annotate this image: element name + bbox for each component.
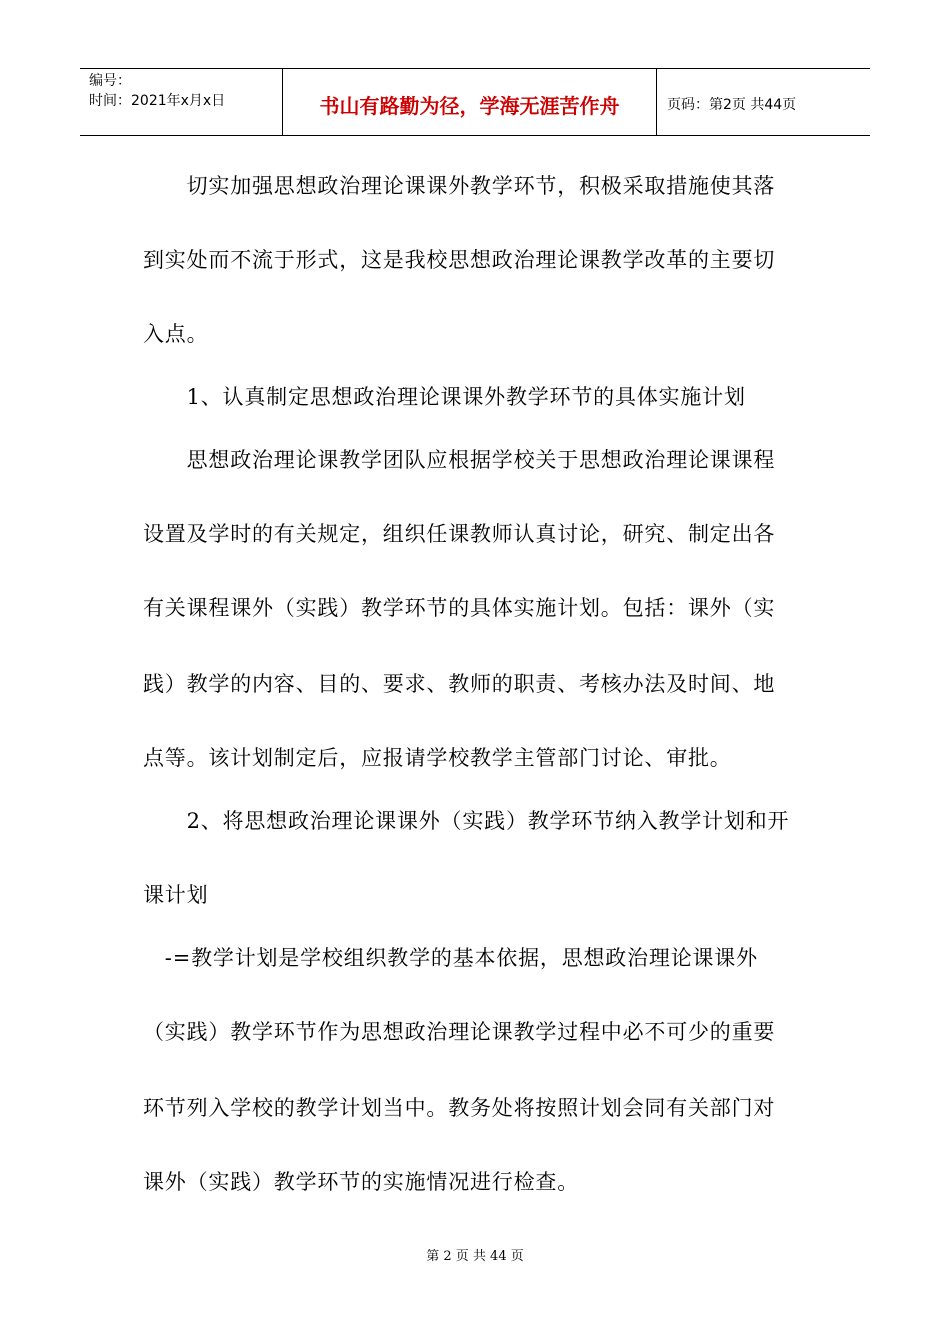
text-line-6: 设置及学时的有关规定，组织任课教师认真讨论，研究、制定出各 — [143, 522, 776, 546]
page-footer: 第 2 页 共 44 页 — [426, 1249, 524, 1264]
header-page-code: 页码：第2页 共44页 — [667, 97, 797, 113]
text-line-8: 践）教学的内容、目的、要求、教师的职责、考核办法及时间、地 — [143, 672, 776, 696]
header-time-label: 时间：2021年x月x日 — [89, 93, 226, 109]
text-line-10: 2、将思想政治理论课课外（实践）教学环节纳入教学计划和开 — [143, 809, 790, 833]
page-header — [80, 68, 870, 136]
header-motto-cell — [283, 69, 657, 135]
text-line-13: （实践）教学环节作为思想政治理论课教学过程中必不可少的重要 — [143, 1020, 776, 1044]
header-number-label: 编号： — [89, 73, 131, 89]
header-page-cell — [657, 69, 870, 135]
text-line-12: -=教学计划是学校组织教学的基本依据，思想政治理论课课外 — [143, 946, 758, 970]
text-line-2: 到实处而不流于形式，这是我校思想政治理论课教学改革的主要切 — [143, 248, 776, 272]
text-line-15: 课外（实践）教学环节的实施情况进行检查。 — [143, 1170, 579, 1194]
text-line-14: 环节列入学校的教学计划当中。教务处将按照计划会同有关部门对 — [143, 1096, 776, 1120]
text-line-3: 入点。 — [143, 322, 209, 346]
text-line-4: 1、认真制定思想政治理论课课外教学环节的具体实施计划 — [143, 385, 746, 409]
text-line-9: 点等。该计划制定后，应报请学校教学主管部门讨论、审批。 — [143, 746, 732, 770]
header-meta-cell — [80, 69, 283, 135]
text-line-1: 切实加强思想政治理论课课外教学环节，积极采取措施使其落 — [143, 174, 776, 198]
text-line-11: 课计划 — [143, 883, 209, 907]
text-line-5: 思想政治理论课教学团队应根据学校关于思想政治理论课课程 — [143, 448, 776, 472]
header-motto: 书山有路勤为径，学海无涯苦作舟 — [319, 93, 620, 118]
text-line-7: 有关课程课外（实践）教学环节的具体实施计划。包括：课外（实 — [143, 596, 776, 620]
